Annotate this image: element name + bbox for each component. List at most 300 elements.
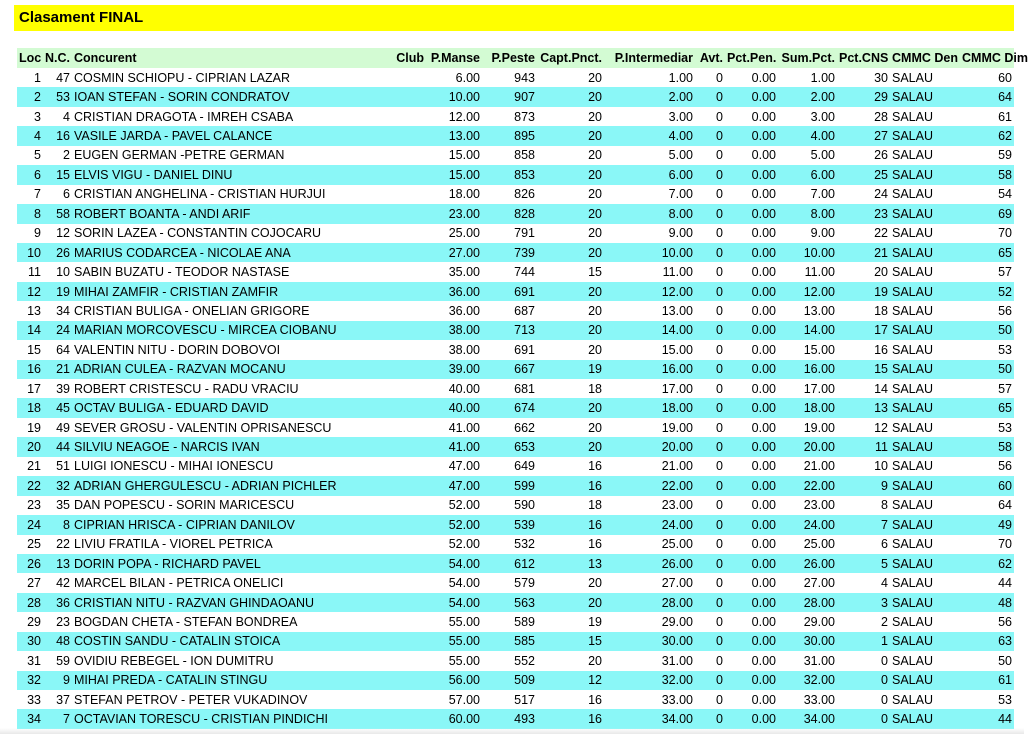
cell-pct-pen: 0.00 <box>725 340 778 359</box>
cell-cmmc-den: SALAU <box>890 709 960 728</box>
cell-p-peste: 667 <box>482 360 537 379</box>
cell-pct-cns: 19 <box>837 282 890 301</box>
cell-sum-pct: 8.00 <box>778 204 837 223</box>
cell-pct-cns: 17 <box>837 321 890 340</box>
cell-capt-pnct: 20 <box>537 593 604 612</box>
cell-p-intermediar: 1.00 <box>604 68 695 87</box>
table-row[interactable] <box>17 437 1014 456</box>
cell-capt-pnct: 20 <box>537 185 604 204</box>
cell-p-manse: 41.00 <box>426 418 482 437</box>
cell-capt-pnct: 20 <box>537 437 604 456</box>
cell-p-intermediar: 26.00 <box>604 554 695 573</box>
cell-pct-pen: 0.00 <box>725 554 778 573</box>
cell-p-intermediar: 24.00 <box>604 515 695 534</box>
cell-cmmc-den: SALAU <box>890 301 960 320</box>
cell-sum-pct: 12.00 <box>778 282 837 301</box>
cell-nc: 21 <box>43 360 72 379</box>
table-row[interactable] <box>17 107 1014 126</box>
cell-nc: 35 <box>43 496 72 515</box>
cell-sum-pct: 2.00 <box>778 87 837 106</box>
column-header-pct-pen[interactable]: Pct.Pen. <box>725 48 778 68</box>
cell-loc: 8 <box>17 204 43 223</box>
cell-sum-pct: 11.00 <box>778 262 837 281</box>
cell-p-intermediar: 3.00 <box>604 107 695 126</box>
cell-pct-pen: 0.00 <box>725 573 778 592</box>
cell-pct-pen: 0.00 <box>725 185 778 204</box>
cell-p-intermediar: 11.00 <box>604 262 695 281</box>
cell-pct-cns: 15 <box>837 360 890 379</box>
cell-p-intermediar: 19.00 <box>604 418 695 437</box>
cell-nc: 47 <box>43 68 72 87</box>
cell-capt-pnct: 20 <box>537 398 604 417</box>
cell-pct-cns: 28 <box>837 107 890 126</box>
cell-pct-pen: 0.00 <box>725 224 778 243</box>
cell-p-manse: 55.00 <box>426 651 482 670</box>
cell-capt-pnct: 20 <box>537 573 604 592</box>
cell-capt-pnct: 16 <box>537 457 604 476</box>
cell-pct-pen: 0.00 <box>725 651 778 670</box>
column-header-avt[interactable]: Avt. <box>695 48 725 68</box>
cell-p-peste: 579 <box>482 573 537 592</box>
cell-cmmc-dim: 59 <box>960 146 1014 165</box>
cell-p-peste: 681 <box>482 379 537 398</box>
cell-club <box>340 107 426 126</box>
cell-avt: 0 <box>695 282 725 301</box>
cell-cmmc-dim: 57 <box>960 262 1014 281</box>
cell-sum-pct: 10.00 <box>778 243 837 262</box>
cell-avt: 0 <box>695 457 725 476</box>
cell-nc: 45 <box>43 398 72 417</box>
cell-cmmc-den: SALAU <box>890 224 960 243</box>
cell-p-peste: 509 <box>482 671 537 690</box>
cell-p-peste: 895 <box>482 126 537 145</box>
cell-capt-pnct: 20 <box>537 165 604 184</box>
cell-pct-pen: 0.00 <box>725 709 778 728</box>
cell-p-intermediar: 16.00 <box>604 360 695 379</box>
cell-p-manse: 54.00 <box>426 573 482 592</box>
cell-capt-pnct: 16 <box>537 476 604 495</box>
cell-avt: 0 <box>695 340 725 359</box>
cell-pct-cns: 6 <box>837 535 890 554</box>
cell-capt-pnct: 15 <box>537 262 604 281</box>
cell-loc: 20 <box>17 437 43 456</box>
cell-concurent: MIHAI PREDA - CATALIN STINGU <box>72 671 340 690</box>
cell-cmmc-dim: 63 <box>960 632 1014 651</box>
cell-cmmc-dim: 60 <box>960 68 1014 87</box>
table-row[interactable] <box>17 496 1014 515</box>
table-row[interactable] <box>17 632 1014 651</box>
cell-loc: 22 <box>17 476 43 495</box>
cell-cmmc-dim: 65 <box>960 243 1014 262</box>
cell-loc: 25 <box>17 535 43 554</box>
cell-avt: 0 <box>695 437 725 456</box>
table-row[interactable] <box>17 282 1014 301</box>
column-header-cmmc-den[interactable]: CMMC Den <box>890 48 960 68</box>
cell-pct-pen: 0.00 <box>725 690 778 709</box>
cell-sum-pct: 19.00 <box>778 418 837 437</box>
cell-p-intermediar: 4.00 <box>604 126 695 145</box>
cell-avt: 0 <box>695 204 725 223</box>
cell-p-peste: 649 <box>482 457 537 476</box>
cell-pct-cns: 29 <box>837 87 890 106</box>
table-row[interactable] <box>17 593 1014 612</box>
cell-p-intermediar: 29.00 <box>604 612 695 631</box>
cell-concurent: OCTAV BULIGA - EDUARD DAVID <box>72 398 340 417</box>
cell-p-peste: 739 <box>482 243 537 262</box>
table-row[interactable] <box>17 651 1014 670</box>
bottom-edge-shadow <box>0 728 1024 734</box>
cell-pct-pen: 0.00 <box>725 282 778 301</box>
cell-club <box>340 690 426 709</box>
cell-nc: 23 <box>43 612 72 631</box>
cell-avt: 0 <box>695 262 725 281</box>
cell-concurent: EUGEN GERMAN -PETRE GERMAN <box>72 146 340 165</box>
cell-club <box>340 612 426 631</box>
cell-p-intermediar: 5.00 <box>604 146 695 165</box>
cell-cmmc-dim: 62 <box>960 126 1014 145</box>
table-header-row <box>17 48 1014 68</box>
cell-cmmc-den: SALAU <box>890 204 960 223</box>
cell-concurent: STEFAN PETROV - PETER VUKADINOV <box>72 690 340 709</box>
cell-nc: 32 <box>43 476 72 495</box>
cell-club <box>340 185 426 204</box>
cell-pct-cns: 0 <box>837 651 890 670</box>
cell-p-manse: 18.00 <box>426 185 482 204</box>
cell-sum-pct: 25.00 <box>778 535 837 554</box>
cell-cmmc-den: SALAU <box>890 671 960 690</box>
cell-sum-pct: 32.00 <box>778 671 837 690</box>
cell-capt-pnct: 18 <box>537 496 604 515</box>
table-row[interactable] <box>17 224 1014 243</box>
cell-capt-pnct: 20 <box>537 282 604 301</box>
table-row[interactable] <box>17 398 1014 417</box>
cell-p-intermediar: 15.00 <box>604 340 695 359</box>
cell-nc: 48 <box>43 632 72 651</box>
cell-loc: 4 <box>17 126 43 145</box>
cell-p-intermediar: 32.00 <box>604 671 695 690</box>
cell-cmmc-dim: 60 <box>960 476 1014 495</box>
cell-loc: 10 <box>17 243 43 262</box>
cell-club <box>340 301 426 320</box>
cell-nc: 51 <box>43 457 72 476</box>
cell-concurent: CRISTIAN NITU - RAZVAN GHINDAOANU <box>72 593 340 612</box>
table-row[interactable] <box>17 301 1014 320</box>
cell-capt-pnct: 20 <box>537 107 604 126</box>
cell-p-intermediar: 17.00 <box>604 379 695 398</box>
cell-loc: 16 <box>17 360 43 379</box>
cell-p-manse: 15.00 <box>426 165 482 184</box>
cell-concurent: MIHAI ZAMFIR - CRISTIAN ZAMFIR <box>72 282 340 301</box>
cell-loc: 21 <box>17 457 43 476</box>
cell-p-manse: 47.00 <box>426 476 482 495</box>
cell-pct-cns: 10 <box>837 457 890 476</box>
cell-pct-cns: 12 <box>837 418 890 437</box>
table-row[interactable] <box>17 476 1014 495</box>
column-header-club[interactable]: Club <box>340 48 426 68</box>
cell-p-peste: 853 <box>482 165 537 184</box>
cell-pct-pen: 0.00 <box>725 476 778 495</box>
cell-sum-pct: 21.00 <box>778 457 837 476</box>
cell-capt-pnct: 16 <box>537 709 604 728</box>
cell-club <box>340 437 426 456</box>
cell-p-manse: 52.00 <box>426 515 482 534</box>
cell-concurent: BOGDAN CHETA - STEFAN BONDREA <box>72 612 340 631</box>
cell-loc: 5 <box>17 146 43 165</box>
cell-p-manse: 10.00 <box>426 87 482 106</box>
cell-p-peste: 858 <box>482 146 537 165</box>
column-header-cmmc-dim[interactable]: CMMC Dim <box>960 48 1014 68</box>
cell-avt: 0 <box>695 651 725 670</box>
cell-pct-cns: 20 <box>837 262 890 281</box>
cell-pct-pen: 0.00 <box>725 379 778 398</box>
cell-pct-pen: 0.00 <box>725 535 778 554</box>
cell-sum-pct: 9.00 <box>778 224 837 243</box>
table-row[interactable] <box>17 243 1014 262</box>
cell-concurent: MARIAN MORCOVESCU - MIRCEA CIOBANU <box>72 321 340 340</box>
cell-pct-pen: 0.00 <box>725 496 778 515</box>
cell-avt: 0 <box>695 496 725 515</box>
cell-loc: 31 <box>17 651 43 670</box>
cell-pct-cns: 22 <box>837 224 890 243</box>
cell-concurent: ROBERT CRISTESCU - RADU VRACIU <box>72 379 340 398</box>
column-header-concurent[interactable]: Concurent <box>72 48 340 68</box>
cell-cmmc-den: SALAU <box>890 437 960 456</box>
column-header-p-peste[interactable]: P.Peste <box>482 48 537 68</box>
cell-p-manse: 52.00 <box>426 535 482 554</box>
cell-p-manse: 40.00 <box>426 398 482 417</box>
cell-cmmc-den: SALAU <box>890 457 960 476</box>
cell-pct-cns: 3 <box>837 593 890 612</box>
cell-pct-cns: 2 <box>837 612 890 631</box>
cell-p-manse: 55.00 <box>426 612 482 631</box>
cell-nc: 39 <box>43 379 72 398</box>
cell-pct-pen: 0.00 <box>725 165 778 184</box>
cell-club <box>340 418 426 437</box>
cell-p-peste: 563 <box>482 593 537 612</box>
cell-p-peste: 612 <box>482 554 537 573</box>
cell-cmmc-den: SALAU <box>890 107 960 126</box>
cell-loc: 29 <box>17 612 43 631</box>
cell-pct-pen: 0.00 <box>725 360 778 379</box>
table-row[interactable] <box>17 87 1014 106</box>
cell-sum-pct: 14.00 <box>778 321 837 340</box>
cell-concurent: CRISTIAN BULIGA - ONELIAN GRIGORE <box>72 301 340 320</box>
cell-p-peste: 552 <box>482 651 537 670</box>
cell-avt: 0 <box>695 671 725 690</box>
cell-nc: 6 <box>43 185 72 204</box>
cell-nc: 49 <box>43 418 72 437</box>
cell-pct-cns: 0 <box>837 690 890 709</box>
table-row[interactable] <box>17 360 1014 379</box>
cell-p-manse: 15.00 <box>426 146 482 165</box>
cell-club <box>340 709 426 728</box>
cell-loc: 7 <box>17 185 43 204</box>
cell-cmmc-dim: 50 <box>960 321 1014 340</box>
table-row[interactable] <box>17 535 1014 554</box>
cell-avt: 0 <box>695 554 725 573</box>
table-row[interactable] <box>17 554 1014 573</box>
table-row[interactable] <box>17 262 1014 281</box>
cell-p-peste: 828 <box>482 204 537 223</box>
table-row[interactable] <box>17 146 1014 165</box>
table-row[interactable] <box>17 671 1014 690</box>
cell-p-manse: 13.00 <box>426 126 482 145</box>
cell-loc: 30 <box>17 632 43 651</box>
cell-cmmc-dim: 69 <box>960 204 1014 223</box>
cell-p-peste: 539 <box>482 515 537 534</box>
cell-cmmc-dim: 61 <box>960 671 1014 690</box>
table-row[interactable] <box>17 612 1014 631</box>
cell-capt-pnct: 20 <box>537 418 604 437</box>
cell-cmmc-den: SALAU <box>890 360 960 379</box>
cell-sum-pct: 23.00 <box>778 496 837 515</box>
results-table <box>17 48 1028 729</box>
cell-club <box>340 321 426 340</box>
table-row[interactable] <box>17 379 1014 398</box>
cell-p-peste: 493 <box>482 709 537 728</box>
table-row[interactable] <box>17 690 1014 709</box>
cell-concurent: LUIGI IONESCU - MIHAI IONESCU <box>72 457 340 476</box>
cell-nc: 15 <box>43 165 72 184</box>
cell-sum-pct: 18.00 <box>778 398 837 417</box>
cell-nc: 2 <box>43 146 72 165</box>
cell-pct-cns: 8 <box>837 496 890 515</box>
cell-pct-pen: 0.00 <box>725 68 778 87</box>
column-header-capt-pnct[interactable]: Capt.Pnct. <box>537 48 604 68</box>
cell-p-peste: 590 <box>482 496 537 515</box>
cell-capt-pnct: 20 <box>537 321 604 340</box>
cell-cmmc-den: SALAU <box>890 165 960 184</box>
table-row[interactable] <box>17 340 1014 359</box>
cell-avt: 0 <box>695 690 725 709</box>
cell-loc: 24 <box>17 515 43 534</box>
cell-sum-pct: 30.00 <box>778 632 837 651</box>
cell-pct-cns: 9 <box>837 476 890 495</box>
cell-pct-pen: 0.00 <box>725 301 778 320</box>
cell-sum-pct: 7.00 <box>778 185 837 204</box>
cell-cmmc-den: SALAU <box>890 243 960 262</box>
cell-cmmc-dim: 44 <box>960 709 1014 728</box>
table-row[interactable] <box>17 418 1014 437</box>
column-header-p-manse[interactable]: P.Manse <box>426 48 482 68</box>
cell-cmmc-den: SALAU <box>890 379 960 398</box>
cell-club <box>340 126 426 145</box>
table-row[interactable] <box>17 126 1014 145</box>
cell-loc: 3 <box>17 107 43 126</box>
cell-pct-cns: 21 <box>837 243 890 262</box>
cell-club <box>340 535 426 554</box>
cell-concurent: ADRIAN GHERGULESCU - ADRIAN PICHLER <box>72 476 340 495</box>
cell-p-manse: 38.00 <box>426 340 482 359</box>
cell-p-manse: 25.00 <box>426 224 482 243</box>
table-row[interactable] <box>17 185 1014 204</box>
table-row[interactable] <box>17 709 1014 728</box>
cell-avt: 0 <box>695 632 725 651</box>
cell-p-peste: 687 <box>482 301 537 320</box>
table-row[interactable] <box>17 321 1014 340</box>
cell-cmmc-dim: 53 <box>960 690 1014 709</box>
column-header-pct-cns[interactable]: Pct.CNS <box>837 48 890 68</box>
cell-p-intermediar: 33.00 <box>604 690 695 709</box>
table-row[interactable] <box>17 457 1014 476</box>
cell-nc: 7 <box>43 709 72 728</box>
cell-cmmc-den: SALAU <box>890 126 960 145</box>
cell-cmmc-den: SALAU <box>890 87 960 106</box>
cell-pct-pen: 0.00 <box>725 321 778 340</box>
column-header-sum-pct[interactable]: Sum.Pct. <box>778 48 837 68</box>
cell-p-intermediar: 9.00 <box>604 224 695 243</box>
cell-cmmc-dim: 70 <box>960 535 1014 554</box>
column-header-p-intermediar[interactable]: P.Intermediar <box>604 48 695 68</box>
cell-concurent: ELVIS VIGU - DANIEL DINU <box>72 165 340 184</box>
cell-nc: 8 <box>43 515 72 534</box>
cell-avt: 0 <box>695 243 725 262</box>
cell-p-intermediar: 10.00 <box>604 243 695 262</box>
column-header-loc[interactable]: Loc <box>17 48 43 68</box>
cell-p-peste: 691 <box>482 340 537 359</box>
cell-sum-pct: 29.00 <box>778 612 837 631</box>
cell-p-manse: 60.00 <box>426 709 482 728</box>
cell-sum-pct: 20.00 <box>778 437 837 456</box>
cell-concurent: SEVER GROSU - VALENTIN OPRISANESCU <box>72 418 340 437</box>
cell-cmmc-den: SALAU <box>890 554 960 573</box>
cell-loc: 33 <box>17 690 43 709</box>
cell-pct-pen: 0.00 <box>725 457 778 476</box>
cell-avt: 0 <box>695 165 725 184</box>
cell-p-intermediar: 27.00 <box>604 573 695 592</box>
cell-sum-pct: 4.00 <box>778 126 837 145</box>
cell-club <box>340 243 426 262</box>
cell-pct-cns: 26 <box>837 146 890 165</box>
table-row[interactable] <box>17 204 1014 223</box>
cell-p-manse: 35.00 <box>426 262 482 281</box>
cell-concurent: COSTIN SANDU - CATALIN STOICA <box>72 632 340 651</box>
cell-nc: 58 <box>43 204 72 223</box>
cell-sum-pct: 6.00 <box>778 165 837 184</box>
cell-capt-pnct: 20 <box>537 87 604 106</box>
cell-pct-cns: 13 <box>837 398 890 417</box>
cell-loc: 6 <box>17 165 43 184</box>
cell-nc: 44 <box>43 437 72 456</box>
cell-pct-pen: 0.00 <box>725 87 778 106</box>
cell-loc: 28 <box>17 593 43 612</box>
cell-loc: 1 <box>17 68 43 87</box>
table-row[interactable] <box>17 165 1014 184</box>
cell-cmmc-dim: 50 <box>960 360 1014 379</box>
cell-p-intermediar: 8.00 <box>604 204 695 223</box>
page-title: Clasament FINAL <box>14 5 1014 31</box>
cell-avt: 0 <box>695 360 725 379</box>
cell-concurent: CIPRIAN HRISCA - CIPRIAN DANILOV <box>72 515 340 534</box>
cell-cmmc-dim: 65 <box>960 398 1014 417</box>
table-row[interactable] <box>17 573 1014 592</box>
cell-cmmc-den: SALAU <box>890 496 960 515</box>
cell-pct-pen: 0.00 <box>725 437 778 456</box>
table-row[interactable] <box>17 515 1014 534</box>
cell-cmmc-dim: 70 <box>960 224 1014 243</box>
cell-p-peste: 873 <box>482 107 537 126</box>
cell-capt-pnct: 20 <box>537 224 604 243</box>
cell-nc: 36 <box>43 593 72 612</box>
cell-club <box>340 398 426 417</box>
cell-pct-cns: 27 <box>837 126 890 145</box>
cell-p-peste: 599 <box>482 476 537 495</box>
cell-p-peste: 744 <box>482 262 537 281</box>
cell-avt: 0 <box>695 709 725 728</box>
column-header-nc[interactable]: N.C. <box>43 48 72 68</box>
table-row[interactable] <box>17 68 1014 87</box>
cell-p-manse: 56.00 <box>426 671 482 690</box>
